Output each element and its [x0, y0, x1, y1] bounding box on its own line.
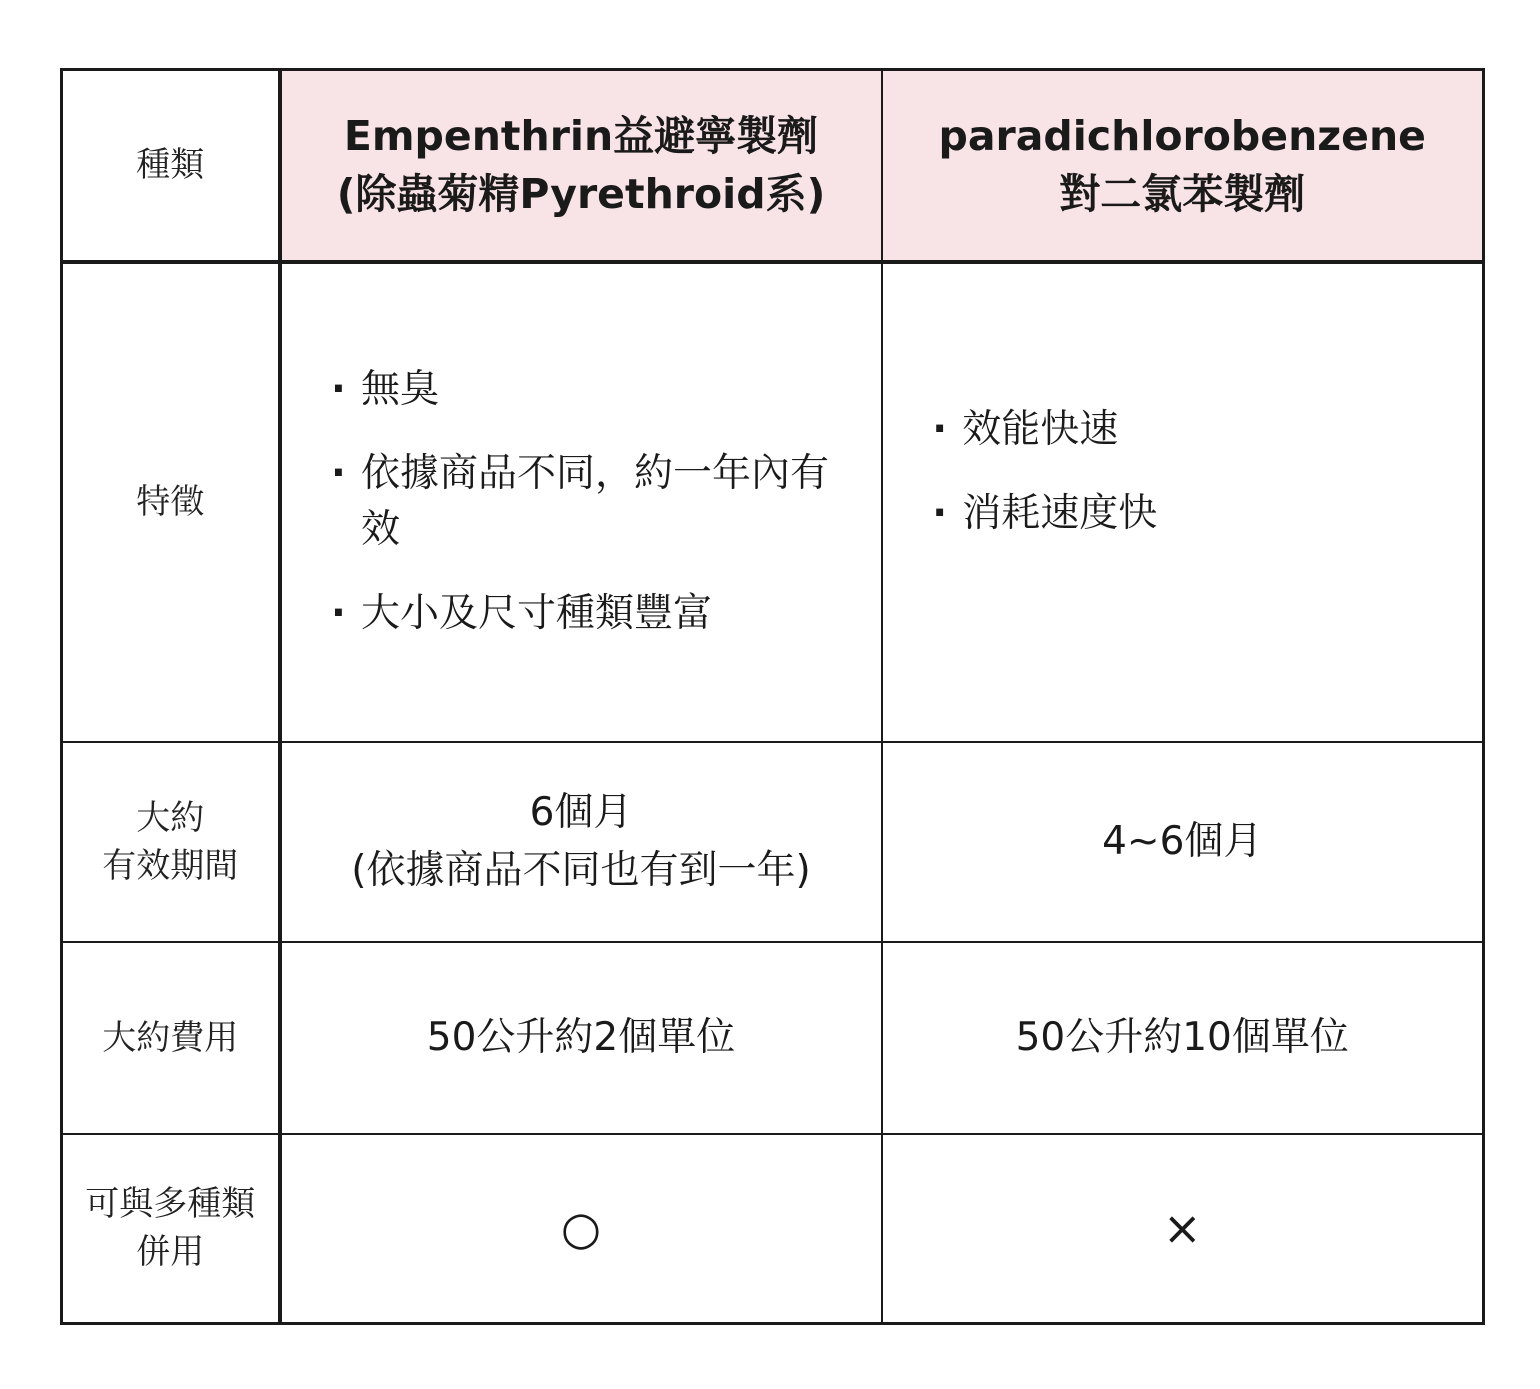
- cost-empenthrin-value: 50公升約2個單位: [426, 1014, 736, 1060]
- row-label-features-text: 特徵: [136, 482, 205, 522]
- column-header-empenthrin: [280, 70, 882, 262]
- header-row: [62, 70, 1484, 262]
- feature-item: · 效能快速: [932, 402, 1432, 458]
- column-header-paradichlorobenzene-line2: 對二氯苯製劑: [1059, 170, 1306, 219]
- feature-item: · 依據商品不同，約一年內有效: [331, 446, 831, 558]
- duration-paradichlorobenzene-cell: [882, 742, 1484, 942]
- row-label-duration-line2: 有效期間: [102, 845, 239, 886]
- duration-empenthrin-cell: [280, 742, 882, 942]
- column-header-paradichlorobenzene: [882, 70, 1484, 262]
- column-header-empenthrin-line1: Empenthrin益避寧製劑: [343, 112, 819, 161]
- features-row: [62, 262, 1484, 742]
- row-label-duration: [62, 742, 280, 942]
- combinable-row: [62, 1134, 1484, 1324]
- column-header-paradichlorobenzene-line1: paradichlorobenzene: [938, 112, 1426, 161]
- features-empenthrin-cell: [280, 262, 882, 742]
- feature-item: · 消耗速度快: [932, 486, 1432, 542]
- duration-paradichlorobenzene-value: 4~6個月: [1102, 818, 1263, 864]
- feature-item: · 無臭: [331, 362, 831, 418]
- row-label-combinable-line2: 併用: [136, 1232, 205, 1273]
- row-label-combinable-line1: 可與多種類: [85, 1184, 256, 1225]
- row-label-combinable: [62, 1134, 280, 1324]
- duration-empenthrin-line2: (依據商品不同也有到一年): [351, 847, 811, 893]
- cost-row: [62, 942, 1484, 1134]
- combinable-paradichlorobenzene-cell: [882, 1134, 1484, 1324]
- combinable-empenthrin-cell: [280, 1134, 882, 1324]
- cost-empenthrin-cell: [280, 942, 882, 1134]
- features-empenthrin-list: [331, 362, 831, 642]
- comparison-table: [60, 68, 1485, 1325]
- circle-mark-icon: ○: [560, 1201, 602, 1256]
- features-paradichlorobenzene-list: [932, 402, 1432, 542]
- features-paradichlorobenzene-cell: [882, 262, 1484, 742]
- cost-paradichlorobenzene-value: 50公升約10個單位: [1015, 1014, 1349, 1060]
- row-label-cost: [62, 942, 280, 1134]
- row-label-features: [62, 262, 280, 742]
- column-header-empenthrin-line2: (除蟲菊精Pyrethroid系): [336, 170, 826, 219]
- row-label-type: [62, 70, 280, 262]
- duration-row: [62, 742, 1484, 942]
- duration-empenthrin-line1: 6個月: [529, 789, 633, 835]
- row-label-type-text: 種類: [136, 145, 205, 186]
- row-label-cost-text: 大約費用: [102, 1017, 239, 1058]
- cross-mark-icon: ×: [1162, 1201, 1202, 1256]
- feature-item: · 大小及尺寸種類豐富: [331, 586, 831, 642]
- row-label-duration-line1: 大約: [136, 797, 205, 838]
- cost-paradichlorobenzene-cell: [882, 942, 1484, 1134]
